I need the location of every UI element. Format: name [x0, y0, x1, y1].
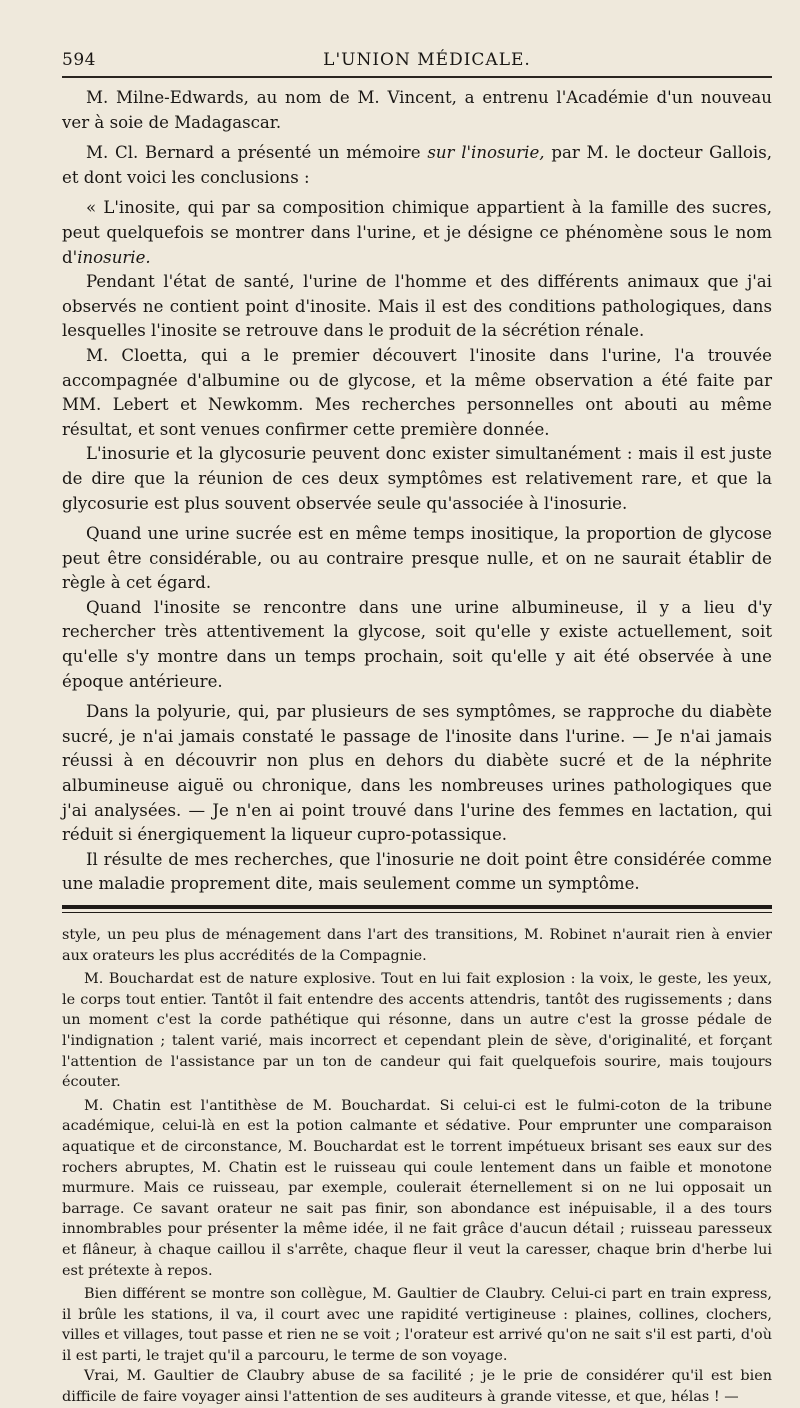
paragraph-robinet: style, un peu plus de ménagement dans l'art des transitions, M. Robinet n'aurait rien à envier aux orateurs les plus accrédités de la Compagnie.	[62, 927, 772, 964]
feuilleton	[62, 925, 772, 1408]
running-title: L'UNION MÉDICALE.	[323, 50, 531, 70]
section-divider	[62, 905, 772, 913]
paragraph-gaultier-2: Vrai, M. Gaultier de Claubry abuse de sa facilité ; je le prie de considérer qu'il est bien difficile de faire voyager ainsi l'attention de ses auditeurs à grande vitesse, et que, hélas ! —	[62, 1368, 772, 1406]
paragraph-chatin: M. Chatin est l'antithèse de M. Bouchardat. Si celui-ci est le fulmi-coton de la tribune académique, celui-là en est la potion calmante et sédative. Pour emprunter une comparaison aquatique et de circonstance, M. Bouchardat est le torrent impétueux brisant ses eaux sur des rochers abruptes, M. Chatin est le ruisseau qui coule lentement dans un faible et monotone murmure. Mais ce ruisseau, par exemple, coulerait éternellement si on ne lui opposait un barrage. Ce savant orateur ne sait pas finir, son abondance est inépuisable, il a des tours innombrables pour présenter la même idée, il ne fait grâce d'aucun détail ; ruisseau paresseux et flâneur, à chaque caillou il s'arrête, chaque fleur il veut la caresser, chaque brin d'herbe lui est prétexte à repos.	[62, 1097, 772, 1279]
header-rule	[62, 76, 772, 78]
paragraph-conclusion: Il résulte de mes recherches, que l'inosurie ne doit point être considérée comme une maladie proprement dite, mais seulement comme un symptôme.	[62, 849, 772, 894]
paragraph-albumineuse: Quand l'inosite se rencontre dans une urine albumineuse, il y a lieu d'y rechercher très attentivement la glycose, soit qu'elle y existe actuellement, soit qu'elle s'y montre dans un temps prochain, soit qu'elle y ait été observée à une époque antérieure.	[62, 597, 772, 691]
academy-report	[62, 86, 772, 897]
page-header	[62, 0, 772, 80]
paragraph-polyurie: Dans la polyurie, qui, par plusieurs de ses symptômes, se rapproche du diabète sucré, je n'ai jamais constaté le passage de l'inosite dans l'urine. — Je n'ai jamais réussi à en découvrir non plus en dehors du diabète sucré et de la néphrite albumineuse aiguë ou chronique, dans les nombreuses urines pathologiques que j'ai analysées. — Je n'en ai point trouvé dans l'urine des femmes en lactation, qui réduit si énergiquement la liqueur cupro-potassique.	[62, 702, 772, 845]
memoir-title: sur l'inosurie,	[427, 143, 545, 163]
paragraph-bernard	[62, 141, 772, 190]
paragraph-milne-edwards: M. Milne-Edwards, au nom de M. Vincent, a entrenu l'Académie d'un nouveau ver à soie de Madagascar.	[62, 88, 772, 132]
term-inosurie: inosurie.	[77, 247, 151, 267]
paragraph-health: Pendant l'état de santé, l'urine de l'homme et des différents animaux que j'ai observés ne contient point d'inosite. Mais il est des conditions pathologiques, dans lesquelles l'inosite se retrouve dans le produit de la sécrétion rénale.	[62, 272, 772, 341]
page-number: 594	[62, 50, 96, 70]
paragraph-inosite	[62, 196, 772, 270]
text: « L'inosite, qui par sa composition chimique appartient à la famille des sucres, peut quelquefois se montrer dans l'urine, et je désigne ce phénomène sous le nom d'	[62, 198, 772, 267]
divider-thin-rule	[62, 912, 772, 913]
paragraph-bouchardat: M. Bouchardat est de nature explosive. Tout en lui fait explosion : la voix, le geste, les yeux, le corps tout entier. Tantôt il fait entendre des accents attendris, tantôt des rugissements ; dans un moment c'est la corde pathétique qui résonne, dans un autre c'est la grosse pédale de l'indignation ; talent varié, mais incorrect et cependant plein de sève, d'originalité, et forçant l'attention de l'assistance par un ton de candeur qui fait quelquefois sourire, mais toujours écouter.	[62, 971, 772, 1091]
text: par M. le docteur Gallois, et dont voici les conclusions :	[62, 143, 773, 187]
divider-thick-rule	[62, 905, 772, 909]
paragraph-urine-sucree: Quand une urine sucrée est en même temps inositique, la proportion de glycose peut être considérable, ou au contraire presque nulle, et on ne saurait établir de règle à cet égard.	[62, 524, 772, 593]
text: M. Cl. Bernard a présenté un mémoire	[86, 143, 428, 163]
paragraph-glycosurie: L'inosurie et la glycosurie peuvent donc exister simultanément : mais il est juste de dire que la réunion de ces deux symptômes est relativement rare, et que la glycosurie est plus souvent observée seule qu'associée à l'inosurie.	[62, 444, 772, 513]
paragraph-gaultier: Bien différent se montre son collègue, M. Gaultier de Claubry. Celui-ci part en train express, il brûle les stations, il va, il court avec une rapidité vertigineuse : plaines, collines, clochers, villes et villages, tout passe et rien ne se voit ; l'orateur est arrivé qu'on ne sait s'il est parti, d'où il est parti, le trajet qu'il a parcouru, le terme de son voyage.	[62, 1286, 772, 1364]
paragraph-cloetta: M. Cloetta, qui a le premier découvert l'inosite dans l'urine, l'a trouvée accompagnée d'albumine ou de glycose, et la même observation a été faite par MM. Lebert et Newkomm. Mes recherches personnelles ont abouti au même résultat, et sont venues confirmer cette première donnée.	[62, 345, 772, 439]
